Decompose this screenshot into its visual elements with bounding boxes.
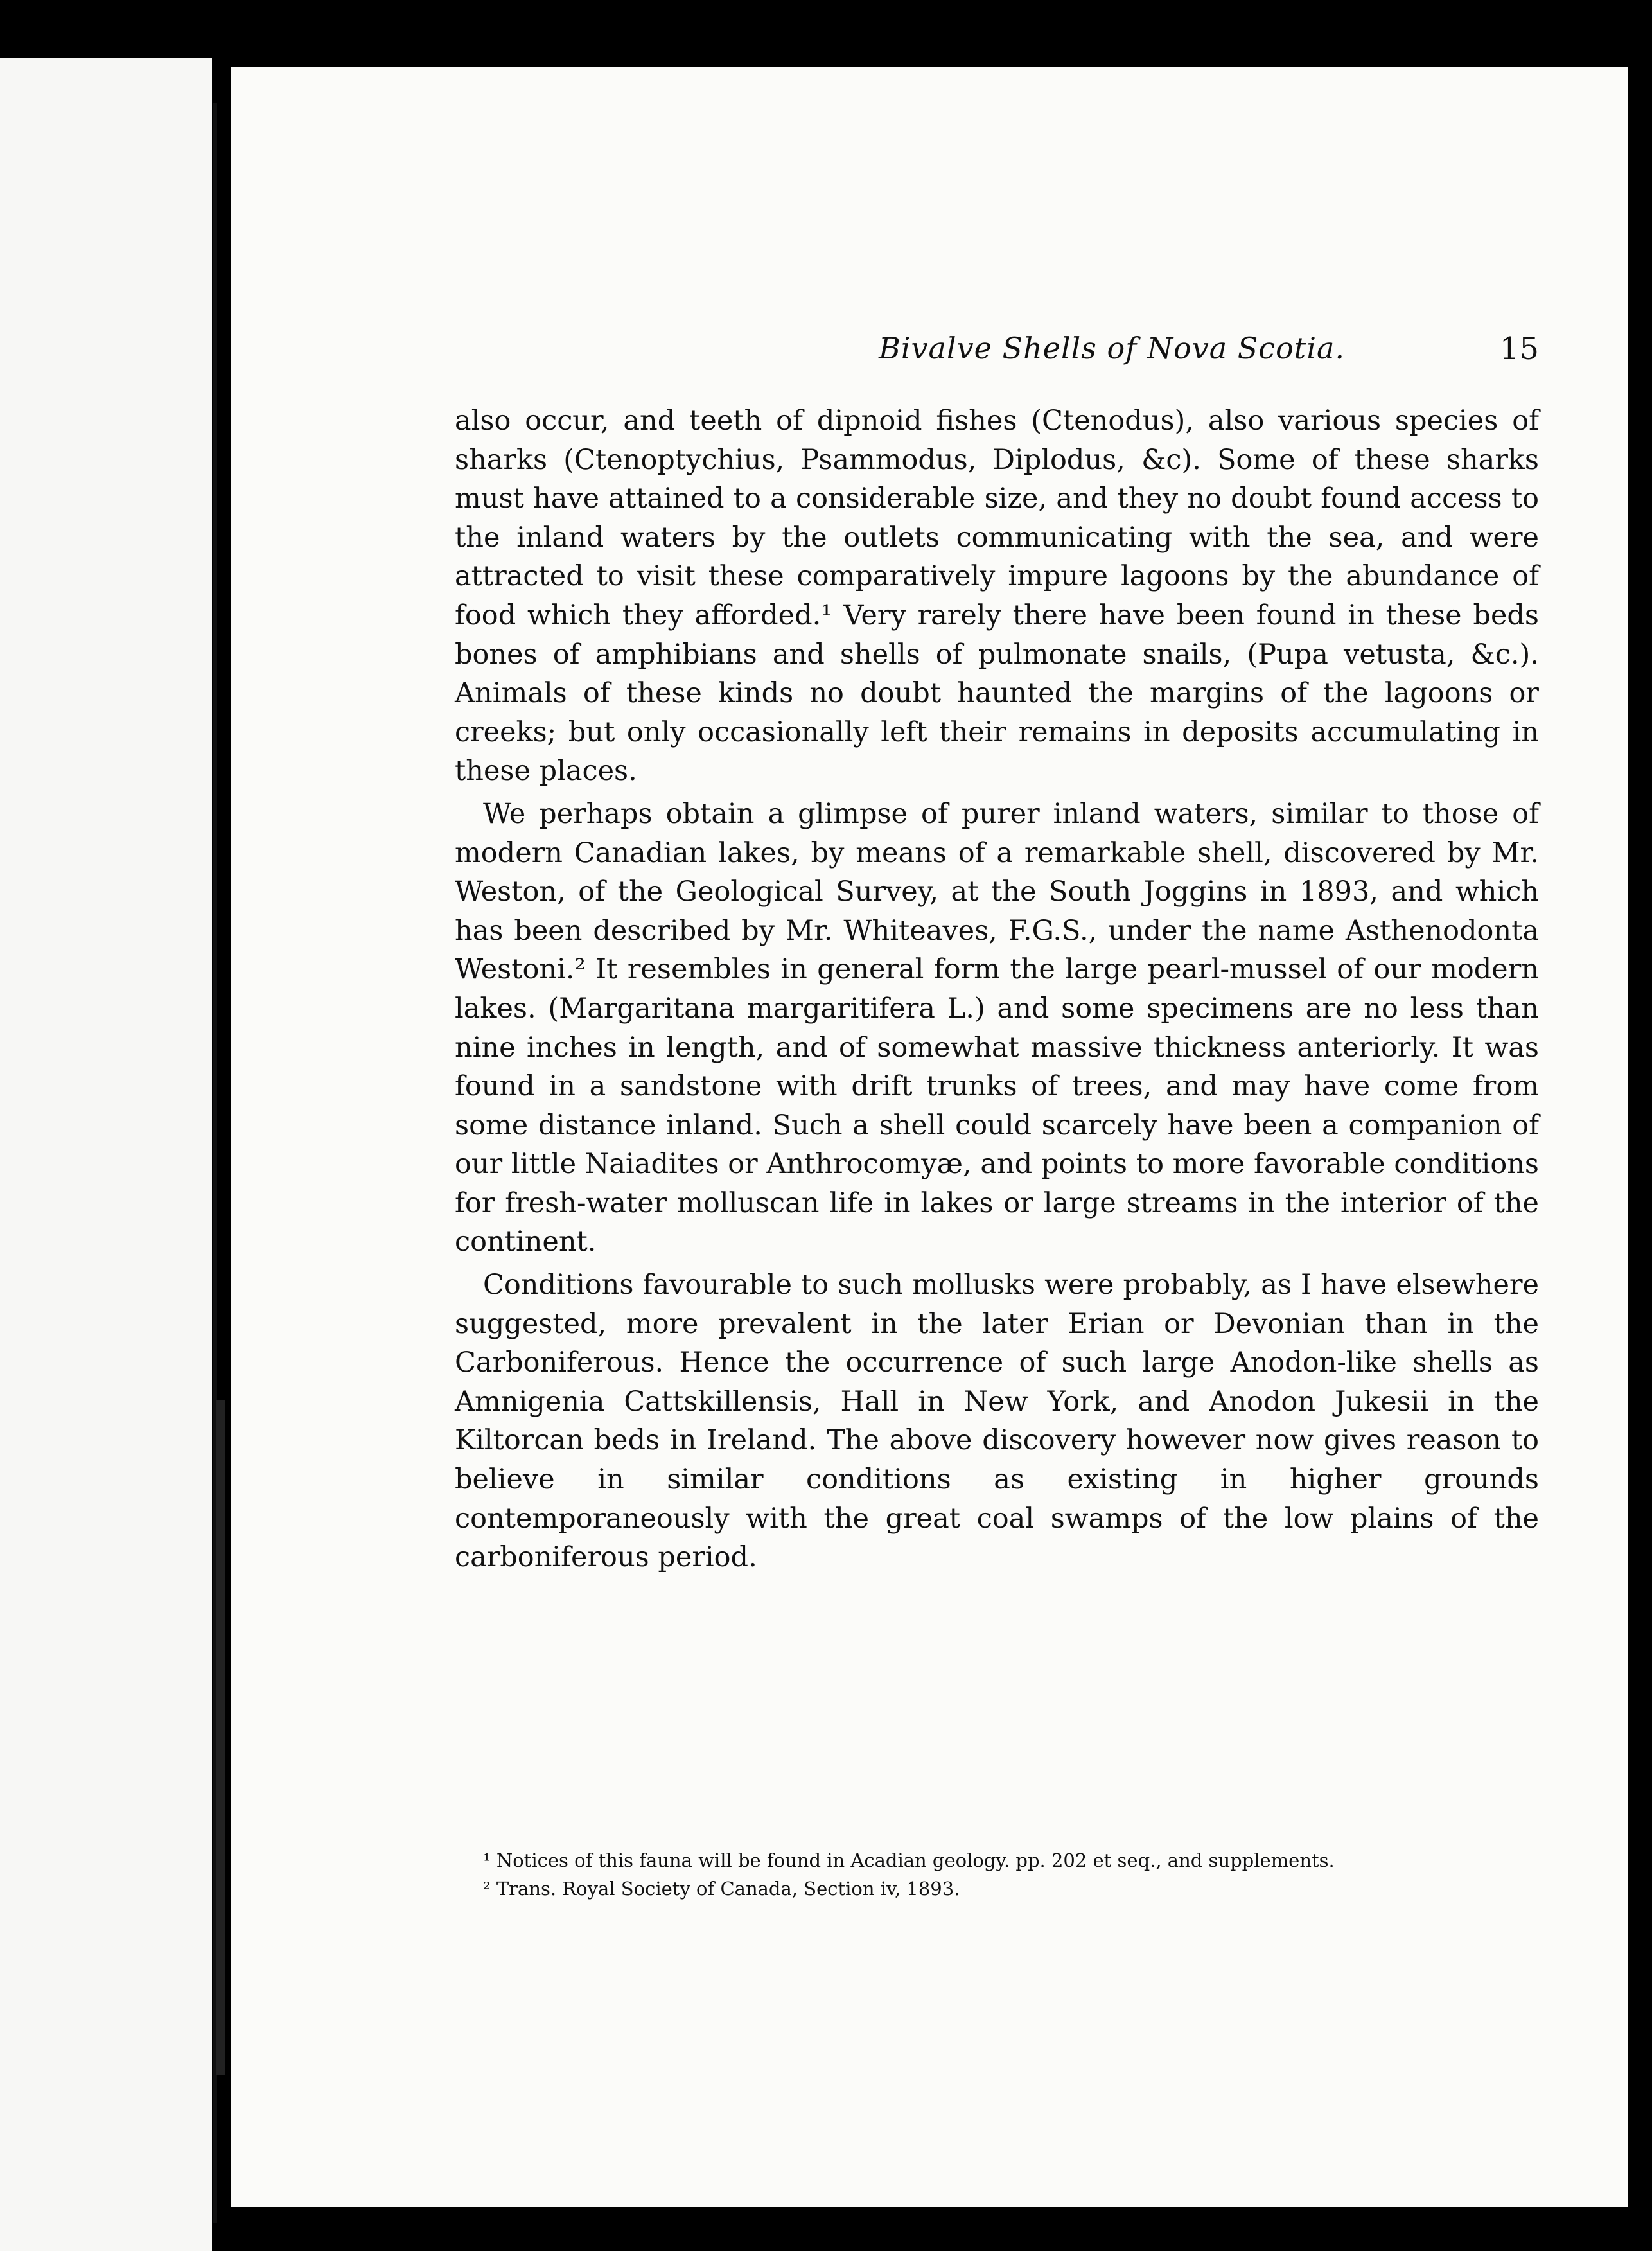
footnote-2: ² Trans. Royal Society of Canada, Section iv, 1893. xyxy=(483,1878,960,1900)
page-number: 15 xyxy=(1499,331,1539,367)
footnotes xyxy=(455,1851,1539,1907)
book-page xyxy=(231,67,1628,2207)
body-text xyxy=(455,402,1539,1577)
binding-edge xyxy=(216,1400,225,2075)
footnote-1: ¹ Notices of this fauna will be found in Acadian geology. pp. 202 et seq., and supplements. xyxy=(483,1849,1335,1871)
paragraph-2: We perhaps obtain a glimpse of purer inland waters, similar to those of modern Canadian lakes, by means of a remarkable shell, discovered by Mr. Weston, of the Geological Survey, at the South Joggins in 1893, and which has been described by Mr. Whiteaves, F.G.S., under the name Asthenodonta Westoni.² It resembles in general form the large pearl-mussel of our modern lakes. (Margaritana margaritifera L.) and some specimens are no less than nine inches in length, and of somewhat massive thickness anteriorly. It was found in a sandstone with drift trunks of trees, and may have come from some distance inland. Such a shell could scarcely have been a companion of our little Naiadites or Anthrocomyæ, and points to more favorable conditions for fresh-water molluscan life in lakes or large streams in the interior of the continent. xyxy=(455,797,1539,1258)
running-title: Bivalve Shells of Nova Scotia. xyxy=(879,331,1346,366)
paragraph-1: also occur, and teeth of dipnoid fishes (Ctenodus), also various species of sharks (Ctenoptychius, Psammodus, Diplodus, &c). Some of these sharks must have attained to a considerable size, and they no doubt found access to the inland waters by the outlets communicating with the sea, and were attracted to visit these comparatively impure lagoons by the abundance of food which they afforded.¹ Very rarely there have been found in these beds bones of amphibians and shells of pulmonate snails, (Pupa vetusta, &c.). Animals of these kinds no doubt haunted the margins of the lagoons or creeks; but only occasionally left their remains in deposits accumulating in these places. xyxy=(455,405,1539,788)
facing-page-margin xyxy=(0,58,212,2251)
paragraph-3: Conditions favourable to such mollusks were probably, as I have elsewhere suggested, more prevalent in the later Erian or Devonian than in the Carboniferous. Hence the occurrence of such large Anodon-like shells as Amnigenia Cattskillensis, Hall in New York, and Anodon Jukesii in the Kiltorcan beds in Ireland. The above discovery however now gives reason to believe in similar conditions as existing in higher grounds contemporaneously with the great coal swamps of the low plains of the carboniferous period. xyxy=(455,1269,1539,1574)
running-head xyxy=(455,331,1539,382)
